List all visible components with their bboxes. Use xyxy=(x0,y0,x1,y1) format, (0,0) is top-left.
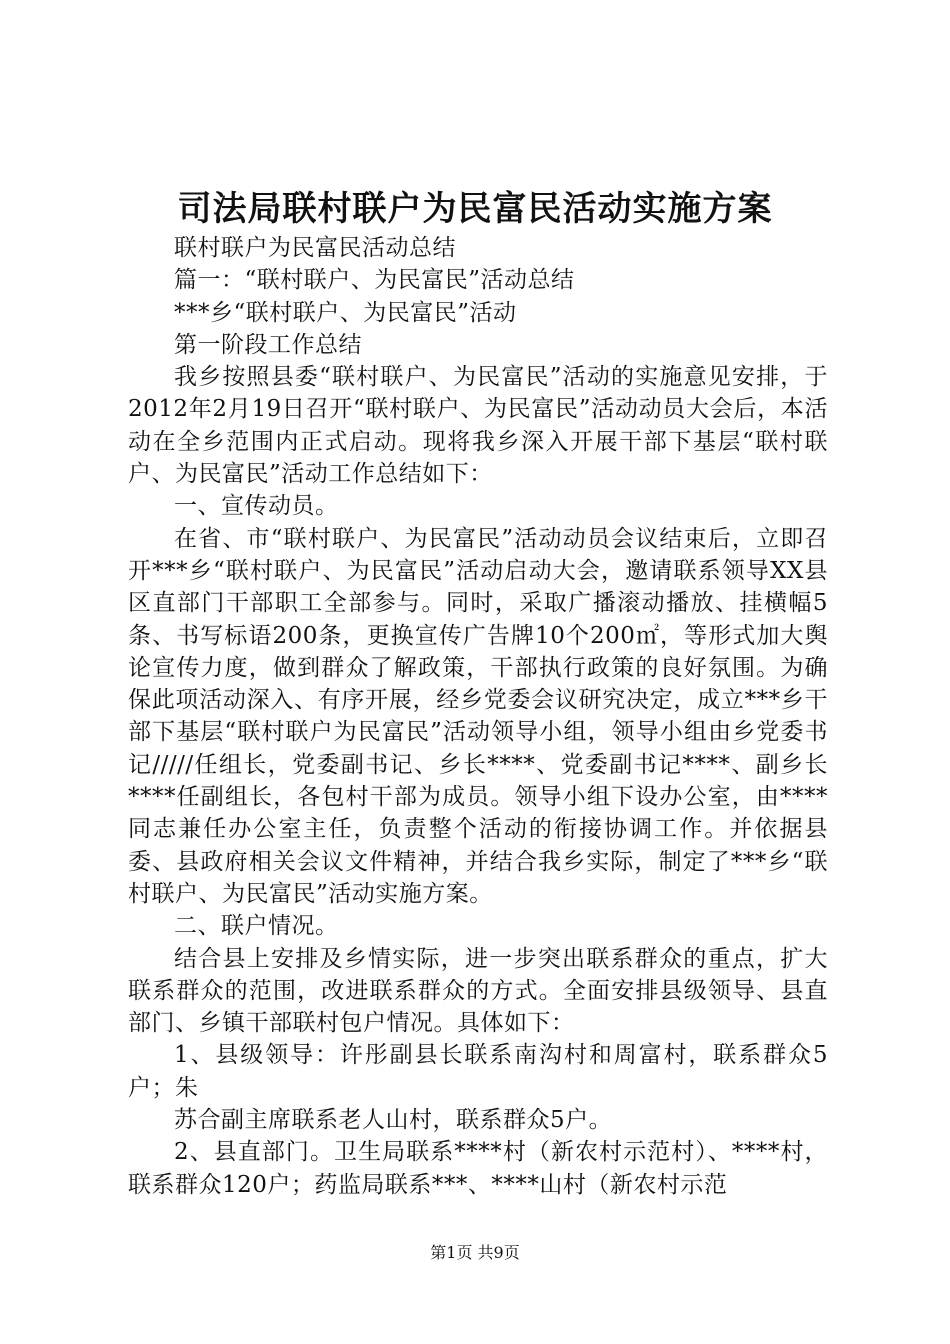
paragraph: ***乡“联村联户、为民富民”活动 xyxy=(174,299,517,326)
paragraph: 苏合副主席联系老人山村，联系群众5户。 xyxy=(174,1107,613,1134)
document-title: 司法局联村联户为民富民活动实施方案 xyxy=(177,189,773,229)
page-footer: 第1页 共9页 xyxy=(430,1243,520,1262)
paragraph: 一、宣传动员。 xyxy=(174,493,339,520)
paragraph: 在省、市“联村联户、为民富民”活动动员会议结束后，立即召开***乡“联村联户、为民富民”活动启动大会，邀请联系领导XX县区直部门干部职工全部参与。同时，采取广播滚动播放、挂横幅5条、书写标语200条，更换宣传广告牌10个200㎡，等形式加大舆论宣传力度，做到群众了解政策，干部执行政策的良好氛围。为确保此项活动深入、有序开展，经乡党委会议研究决定，成立***乡干部下基层“联村联户为民富民”活动领导小组，领导小组由乡党委书记/////任组长，党委副书记、乡长****、党委副书记****、副乡长****任副组长，各包村干部为成员。领导小组下设办公室，由****同志兼任办公室主任，负责整个活动的衔接协调工作。并依据县委、县政府相关会议文件精神，并结合我乡实际，制定了***乡“联村联户、为民富民”活动实施方案。 xyxy=(128,525,828,907)
paragraph: 联村联户为民富民活动总结 xyxy=(174,235,456,261)
paragraph: 结合县上安排及乡情实际，进一步突出联系群众的重点，扩大联系群众的范围，改进联系群众的方式。全面安排县级领导、县直部门、乡镇干部联村包户情况。具体如下： xyxy=(128,945,828,1037)
document-body xyxy=(128,232,828,1201)
paragraph: 篇一：“联村联户、为民富民”活动总结 xyxy=(174,267,575,294)
paragraph: 第一阶段工作总结 xyxy=(174,331,362,358)
paragraph: 1、县级领导：许彤副县长联系南沟村和周富村，联系群众5户；朱 xyxy=(128,1042,828,1101)
paragraph: 我乡按照县委“联村联户、为民富民”活动的实施意见安排，于2012年2月19日召开“联村联户、为民富民”活动动员大会后，本活动在全乡范围内正式启动。现将我乡深入开展干部下基层“联村联户、为民富民”活动工作总结如下： xyxy=(128,364,828,488)
paragraph: 2、县直部门。卫生局联系****村（新农村示范村）、****村，联系群众120户；药监局联系***、****山村（新农村示范 xyxy=(128,1139,828,1198)
paragraph: 二、联户情况。 xyxy=(174,913,339,940)
